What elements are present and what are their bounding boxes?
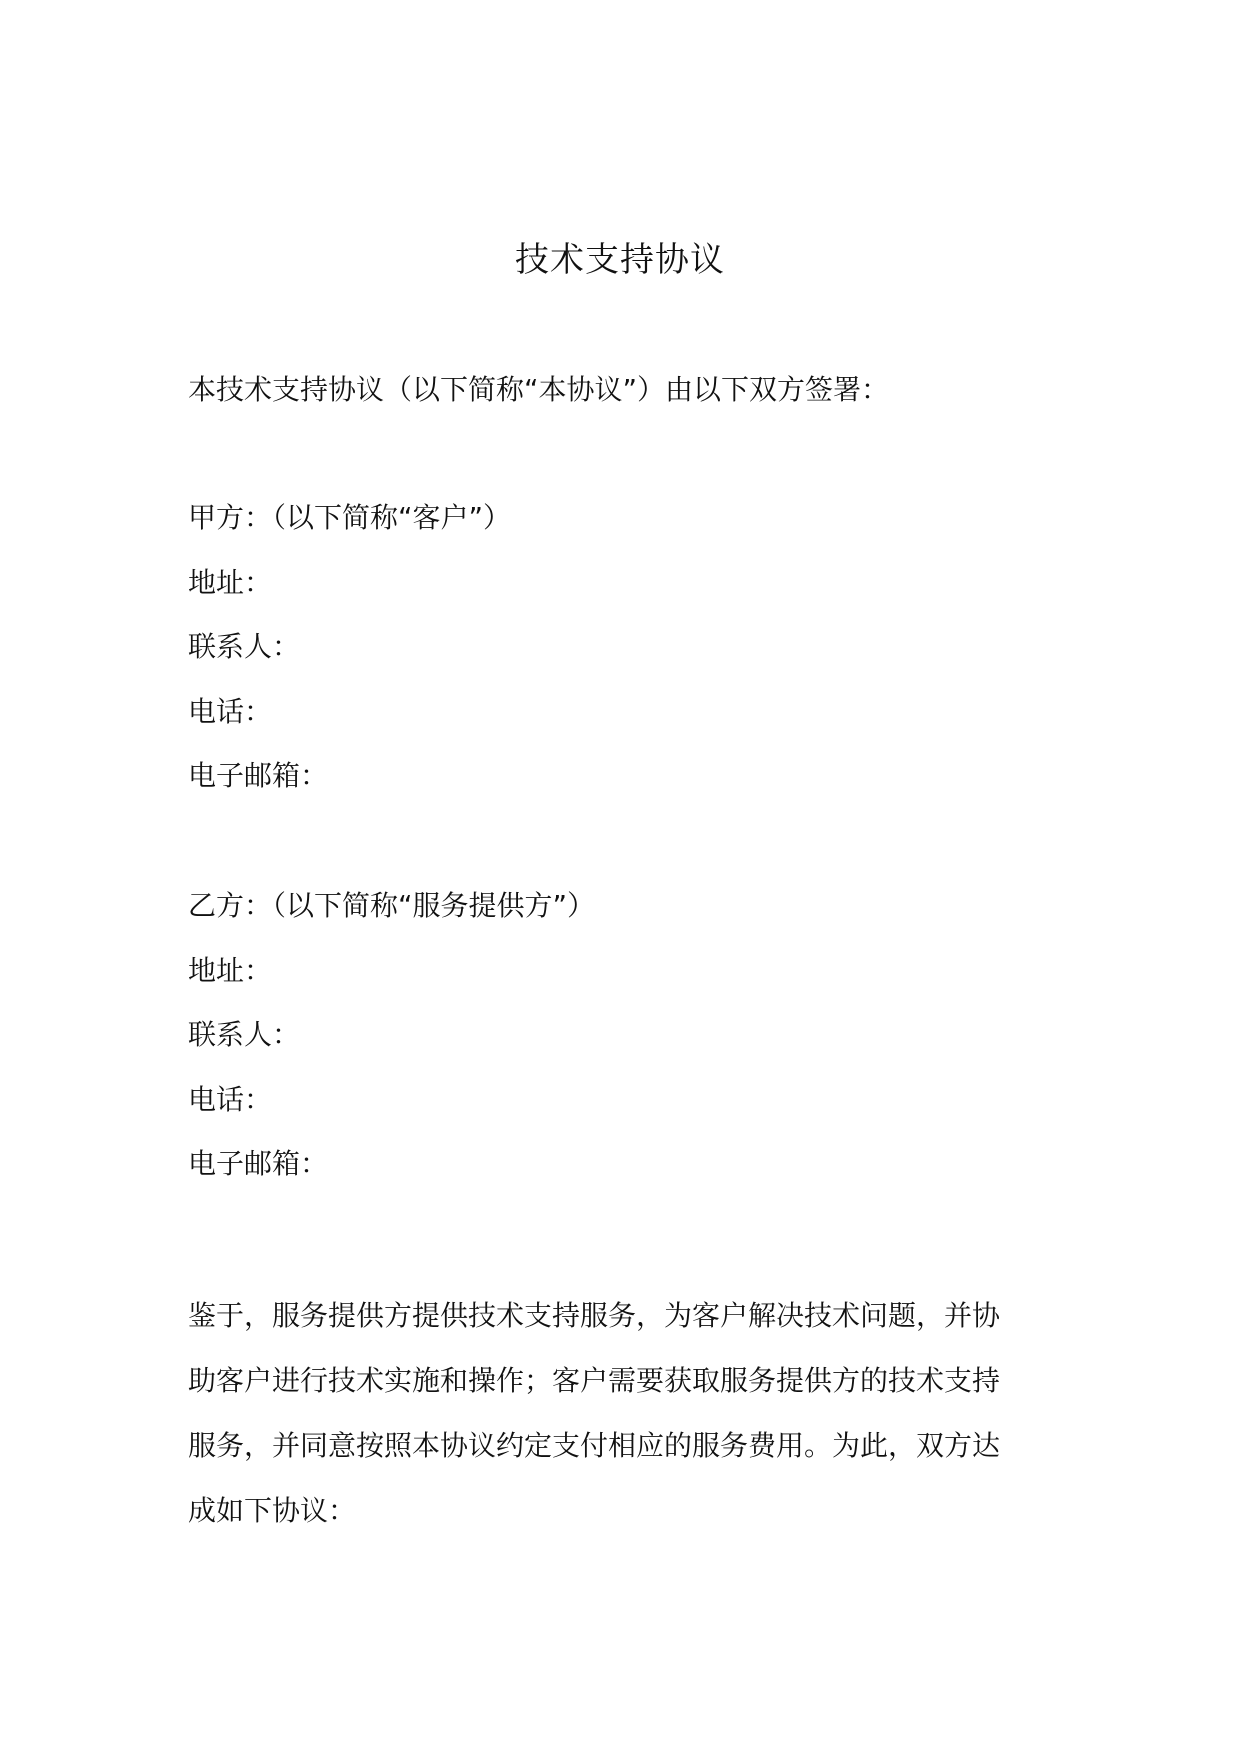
party-b-address-label: 地址：	[188, 954, 273, 987]
recital-line: 鉴于，服务提供方提供技术支持服务，为客户解决技术问题，并协	[188, 1299, 1001, 1332]
party-a-phone-label: 电话：	[188, 695, 273, 728]
party-a-address-label: 地址：	[188, 566, 273, 599]
party-b-email-label: 电子邮箱：	[188, 1147, 329, 1180]
recital-paragraph	[188, 1283, 1058, 1543]
recital-line: 成如下协议：	[188, 1494, 357, 1527]
recital-line: 助客户进行技术实施和操作；客户需要获取服务提供方的技术支持	[188, 1364, 1001, 1397]
party-a-heading: 甲方：（以下简称“客户”）	[188, 501, 512, 534]
party-a-contact-label: 联系人：	[188, 630, 301, 663]
party-b-contact-label: 联系人：	[188, 1018, 301, 1051]
recital-line: 服务，并同意按照本协议约定支付相应的服务费用。为此，双方达	[188, 1429, 1001, 1462]
intro-text: 本技术支持协议（以下简称“本协议”）由以下双方签署：	[188, 373, 890, 406]
document-title: 技术支持协议	[515, 240, 725, 280]
party-b-phone-label: 电话：	[188, 1083, 273, 1116]
party-a-email-label: 电子邮箱：	[188, 759, 329, 792]
party-b-heading: 乙方：（以下简称“服务提供方”）	[188, 889, 596, 922]
